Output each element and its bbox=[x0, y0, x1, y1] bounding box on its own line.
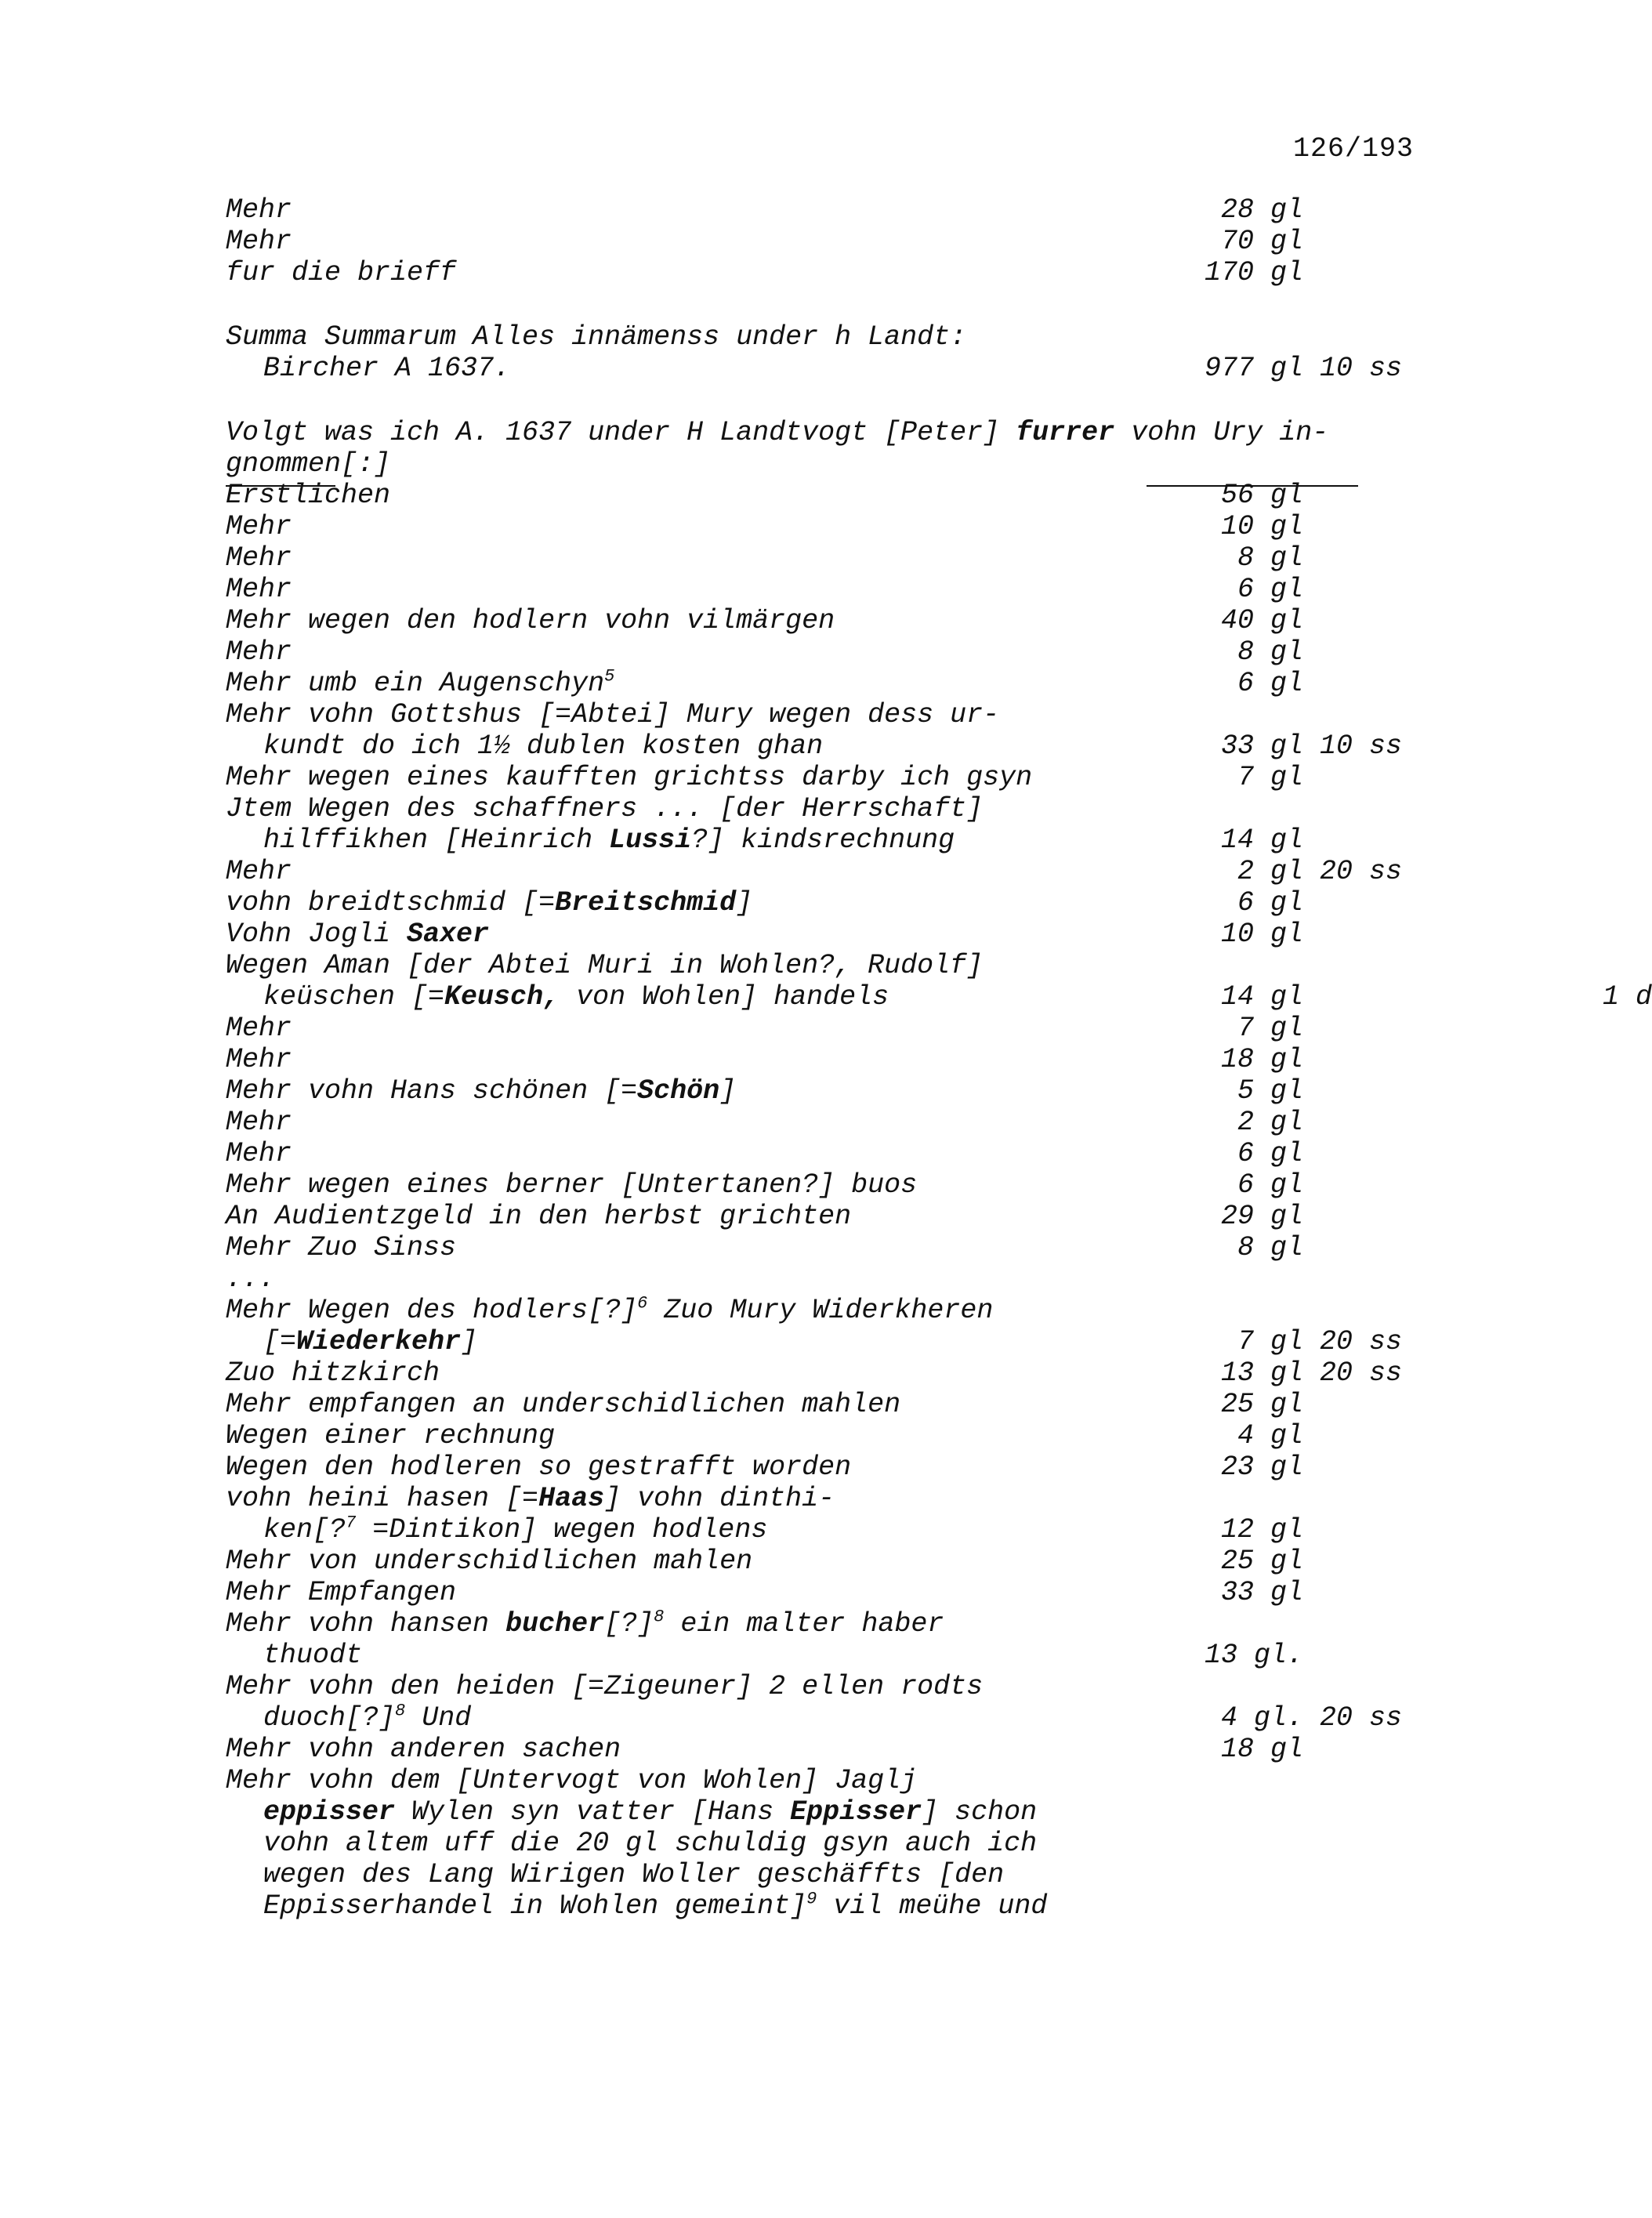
entry-text: An Audientzgeld in den herbst grichten bbox=[226, 1201, 852, 1232]
amount: 8 gl bbox=[1237, 636, 1303, 668]
amount: 10 gl bbox=[1220, 511, 1303, 542]
entry-text: Mehr bbox=[226, 574, 292, 605]
name-emphasis: Breitschmid bbox=[555, 887, 737, 919]
ledger-row bbox=[226, 825, 1448, 856]
amount-shillings: 20 ss bbox=[1303, 1702, 1403, 1734]
amount: 29 gl bbox=[1220, 1201, 1303, 1232]
entry-text: Mehr Zuo Sinss bbox=[226, 1232, 457, 1263]
amount: 7 gl bbox=[1237, 1013, 1303, 1044]
spacer bbox=[226, 384, 1448, 417]
ledger-row bbox=[226, 1734, 1448, 1765]
entry-text: vohn altem uff die 20 gl schuldig gsyn auch ich bbox=[263, 1828, 1038, 1859]
amount: 170 gl bbox=[1204, 257, 1303, 288]
entry-text: Mehr vohn dem [Untervogt von Wohlen] Jaglj bbox=[226, 1765, 918, 1796]
entry-text: Mehr bbox=[226, 542, 292, 574]
ledger-row bbox=[226, 762, 1448, 793]
ledger-row bbox=[226, 574, 1448, 605]
entry-text: Mehr vohn den heiden [=Zigeuner] 2 ellen rodts bbox=[226, 1671, 984, 1702]
entry-text: Mehr bbox=[226, 511, 292, 542]
name-emphasis: Saxer bbox=[407, 919, 490, 950]
footnote-ref: 9 bbox=[806, 1889, 817, 1909]
name-emphasis: eppisser bbox=[263, 1796, 396, 1828]
entry-text: Bircher A 1637. bbox=[263, 353, 511, 384]
entry-text: ken[?$^7$ =Dintikon] wegen hodlens bbox=[263, 1513, 768, 1546]
name-emphasis: furrer bbox=[1016, 417, 1115, 448]
entry-text: Wegen den hodleren so gestrafft worden bbox=[226, 1451, 852, 1483]
ledger-row bbox=[226, 1483, 1448, 1514]
spacer bbox=[226, 288, 1448, 321]
entry-text: Mehr wegen eines berner [Untertanen?] buos bbox=[226, 1169, 918, 1201]
entry-text: [=Wiederkehr] bbox=[263, 1326, 478, 1357]
footnote-ref: 7 bbox=[346, 1513, 357, 1533]
amount: 2 gl bbox=[1237, 856, 1303, 887]
ledger-row bbox=[226, 1263, 1448, 1295]
ledger-row bbox=[226, 542, 1448, 574]
ledger-row bbox=[226, 1295, 1448, 1326]
entry-text: Eppisserhandel in Wohlen gemeint]$^9$ vil meühe und bbox=[263, 1889, 1048, 1922]
entry-text: Erstlichen bbox=[226, 480, 391, 511]
ledger-row bbox=[226, 1859, 1448, 1890]
amount: 70 gl bbox=[1220, 226, 1303, 257]
amount: 4 gl bbox=[1237, 1420, 1303, 1451]
footnote-ref: 8 bbox=[395, 1701, 406, 1721]
amount: 7 gl bbox=[1237, 762, 1303, 793]
ledger-row bbox=[226, 919, 1448, 950]
ledger-row bbox=[226, 1389, 1448, 1420]
amount: 7 gl bbox=[1237, 1326, 1303, 1357]
name-emphasis: bucher bbox=[505, 1608, 605, 1640]
entry-text: Mehr empfangen an underschidlichen mahlen bbox=[226, 1389, 901, 1420]
entry-text: Mehr Empfangen bbox=[226, 1577, 457, 1608]
entry-text: Mehr von underschidlichen mahlen bbox=[226, 1546, 753, 1577]
ledger-row bbox=[226, 1514, 1448, 1546]
amount: 33 gl bbox=[1220, 730, 1303, 762]
ledger-row bbox=[226, 887, 1448, 919]
entry-text: hilffikhen [Heinrich Lussi?] kindsrechnung bbox=[263, 825, 955, 856]
entry-text: Mehr umb ein Augenschyn$^5$ bbox=[226, 666, 615, 699]
ledger-row bbox=[226, 1013, 1448, 1044]
name-emphasis: Schön bbox=[637, 1075, 720, 1107]
amount-shillings: 20 ss bbox=[1303, 856, 1403, 887]
amount: 13 gl bbox=[1220, 1357, 1303, 1389]
entry-text: Mehr vohn Gottshus [=Abtei] Mury wegen dess ur- bbox=[226, 699, 1000, 730]
amount: 8 gl bbox=[1237, 1232, 1303, 1263]
ledger-row bbox=[226, 511, 1448, 542]
amount: 25 gl bbox=[1220, 1389, 1303, 1420]
amount: 14 gl bbox=[1220, 981, 1303, 1013]
amount: 14 gl bbox=[1220, 825, 1303, 856]
entry-text: Mehr bbox=[226, 194, 292, 226]
entry-text: Volgt was ich A. 1637 under H Landtvogt [Peter] furrer vohn Ury in- bbox=[226, 417, 1329, 448]
entry-text: Mehr bbox=[226, 636, 292, 668]
entry-text: Mehr bbox=[226, 1138, 292, 1169]
entry-text: thuodt bbox=[263, 1640, 363, 1671]
amount: 6 gl bbox=[1237, 574, 1303, 605]
amount: 18 gl bbox=[1220, 1044, 1303, 1075]
ledger-row bbox=[226, 1765, 1448, 1796]
entry-text: kundt do ich 1½ dublen kosten ghan bbox=[263, 730, 824, 762]
ledger-row bbox=[226, 226, 1448, 257]
footnote-ref: 5 bbox=[604, 666, 615, 687]
name-emphasis: Keusch, bbox=[444, 981, 560, 1013]
ledger-row bbox=[226, 1044, 1448, 1075]
ledger-row bbox=[226, 1828, 1448, 1859]
ledger-row bbox=[226, 981, 1652, 1013]
entry-text: Mehr wegen den hodlern vohn vilmärgen bbox=[226, 605, 835, 636]
amount: 6 gl bbox=[1237, 668, 1303, 699]
amount: 8 gl bbox=[1237, 542, 1303, 574]
ledger-row bbox=[226, 1546, 1448, 1577]
ledger-row bbox=[226, 194, 1448, 226]
ledger-row bbox=[226, 1357, 1448, 1389]
entry-text: Jtem Wegen des schaffners ... [der Herrschaft] bbox=[226, 793, 984, 825]
ledger-row bbox=[226, 1107, 1448, 1138]
amount: 40 gl bbox=[1220, 605, 1303, 636]
entry-text: Mehr bbox=[226, 1107, 292, 1138]
amount: 977 gl bbox=[1204, 353, 1303, 384]
entry-text: Mehr bbox=[226, 1044, 292, 1075]
entry-text: Mehr bbox=[226, 1013, 292, 1044]
name-emphasis: Lussi bbox=[609, 825, 692, 856]
amount: 6 gl bbox=[1237, 1138, 1303, 1169]
ledger-row bbox=[226, 257, 1448, 288]
ledger-row bbox=[226, 856, 1448, 887]
ledger-row bbox=[226, 1232, 1448, 1263]
ledger-row bbox=[226, 1640, 1448, 1671]
entry-text: Mehr bbox=[226, 226, 292, 257]
footnote-ref: 8 bbox=[654, 1607, 665, 1627]
name-emphasis: Eppisser bbox=[790, 1796, 922, 1828]
ledger-row bbox=[226, 480, 1448, 511]
amount: 12 gl bbox=[1220, 1514, 1303, 1546]
ledger-row bbox=[226, 1201, 1448, 1232]
amount: 18 gl bbox=[1220, 1734, 1303, 1765]
entry-text: ... bbox=[226, 1263, 276, 1295]
ledger-row bbox=[226, 1577, 1448, 1608]
ledger bbox=[226, 194, 1652, 1922]
amount: 6 gl bbox=[1237, 887, 1303, 919]
amount-shillings: 10 ss bbox=[1303, 730, 1403, 762]
amount-shillings: 20 ss bbox=[1303, 1357, 1403, 1389]
entry-text: wegen des Lang Wirigen Woller geschäffts [den bbox=[263, 1859, 1005, 1890]
amount: 10 gl bbox=[1220, 919, 1303, 950]
amount: 5 gl bbox=[1237, 1075, 1303, 1107]
amount: 28 gl bbox=[1220, 194, 1303, 226]
name-emphasis: Wiederkehr bbox=[296, 1326, 462, 1357]
entry-text: Summa Summarum Alles innämenss under h Landt: bbox=[226, 321, 967, 353]
ledger-row bbox=[226, 1702, 1448, 1734]
ledger-row bbox=[226, 950, 1448, 981]
ledger-row bbox=[226, 1796, 1448, 1828]
ledger-row bbox=[226, 636, 1448, 668]
ledger-row bbox=[226, 1326, 1448, 1357]
entry-text: fur die brieff bbox=[226, 257, 457, 288]
entry-text: duoch[?]$^8$ Und bbox=[263, 1701, 472, 1734]
entry-text: Mehr vohn Hans schönen [=Schön] bbox=[226, 1075, 737, 1107]
entry-text: keüschen [=Keusch, von Wohlen] handels bbox=[263, 981, 889, 1013]
footnote-ref: 6 bbox=[637, 1293, 648, 1314]
entry-text: Mehr wegen eines kaufften grichtss darby ich gsyn bbox=[226, 762, 1033, 793]
amount: 2 gl bbox=[1237, 1107, 1303, 1138]
ledger-row bbox=[226, 730, 1448, 762]
amount: 25 gl bbox=[1220, 1546, 1303, 1577]
amount: 6 gl bbox=[1237, 1169, 1303, 1201]
entry-text: Mehr bbox=[226, 856, 292, 887]
ledger-row bbox=[226, 417, 1448, 448]
amount: 33 gl bbox=[1220, 1577, 1303, 1608]
amount-shillings: 10 ss bbox=[1303, 353, 1403, 384]
entry-text: Vohn Jogli Saxer bbox=[226, 919, 490, 950]
entry-text: vohn breidtschmid [=Breitschmid] bbox=[226, 887, 753, 919]
entry-text: Mehr vohn hansen bucher[?]$^8$ ein malter haber bbox=[226, 1607, 944, 1640]
ledger-row bbox=[226, 1890, 1448, 1922]
ledger-row bbox=[226, 793, 1448, 825]
ledger-row bbox=[226, 448, 1448, 480]
ledger-row bbox=[226, 1451, 1448, 1483]
amount: 23 gl bbox=[1220, 1451, 1303, 1483]
ledger-row bbox=[226, 668, 1448, 699]
ledger-row bbox=[226, 1169, 1448, 1201]
amount-shillings: 20 ss bbox=[1303, 1326, 1403, 1357]
ledger-row bbox=[226, 699, 1448, 730]
ledger-rows bbox=[226, 194, 1652, 1922]
entry-text: Wegen einer rechnung bbox=[226, 1420, 556, 1451]
amount-denar: 1 d bbox=[1602, 981, 1652, 1013]
ledger-row bbox=[226, 1420, 1448, 1451]
entry-text: eppisser Wylen syn vatter [Hans Eppisser] schon bbox=[263, 1796, 1038, 1828]
ledger-row bbox=[226, 353, 1448, 384]
entry-text: Mehr Wegen des hodlers[?]$^6$ Zuo Mury Widerkheren bbox=[226, 1293, 994, 1326]
amount: 4 gl. bbox=[1220, 1702, 1303, 1734]
ledger-row bbox=[226, 605, 1448, 636]
entry-text: Wegen Aman [der Abtei Muri in Wohlen?, Rudolf] bbox=[226, 950, 984, 981]
ledger-row bbox=[226, 1671, 1448, 1702]
amount: 13 gl. bbox=[1204, 1640, 1303, 1671]
ledger-row bbox=[226, 1138, 1448, 1169]
amount: 56 gl bbox=[1220, 480, 1303, 511]
name-emphasis: Haas bbox=[538, 1483, 605, 1514]
entry-text: Zuo hitzkirch bbox=[226, 1357, 440, 1389]
ledger-row bbox=[226, 1075, 1448, 1107]
ledger-row bbox=[226, 1608, 1448, 1640]
page-number: 126/193 bbox=[1293, 133, 1415, 165]
entry-text: Mehr vohn anderen sachen bbox=[226, 1734, 621, 1765]
ledger-row bbox=[226, 321, 1448, 353]
entry-text: gnommen[:] bbox=[226, 448, 391, 480]
entry-text: vohn heini hasen [=Haas] vohn dinthi- bbox=[226, 1483, 835, 1514]
